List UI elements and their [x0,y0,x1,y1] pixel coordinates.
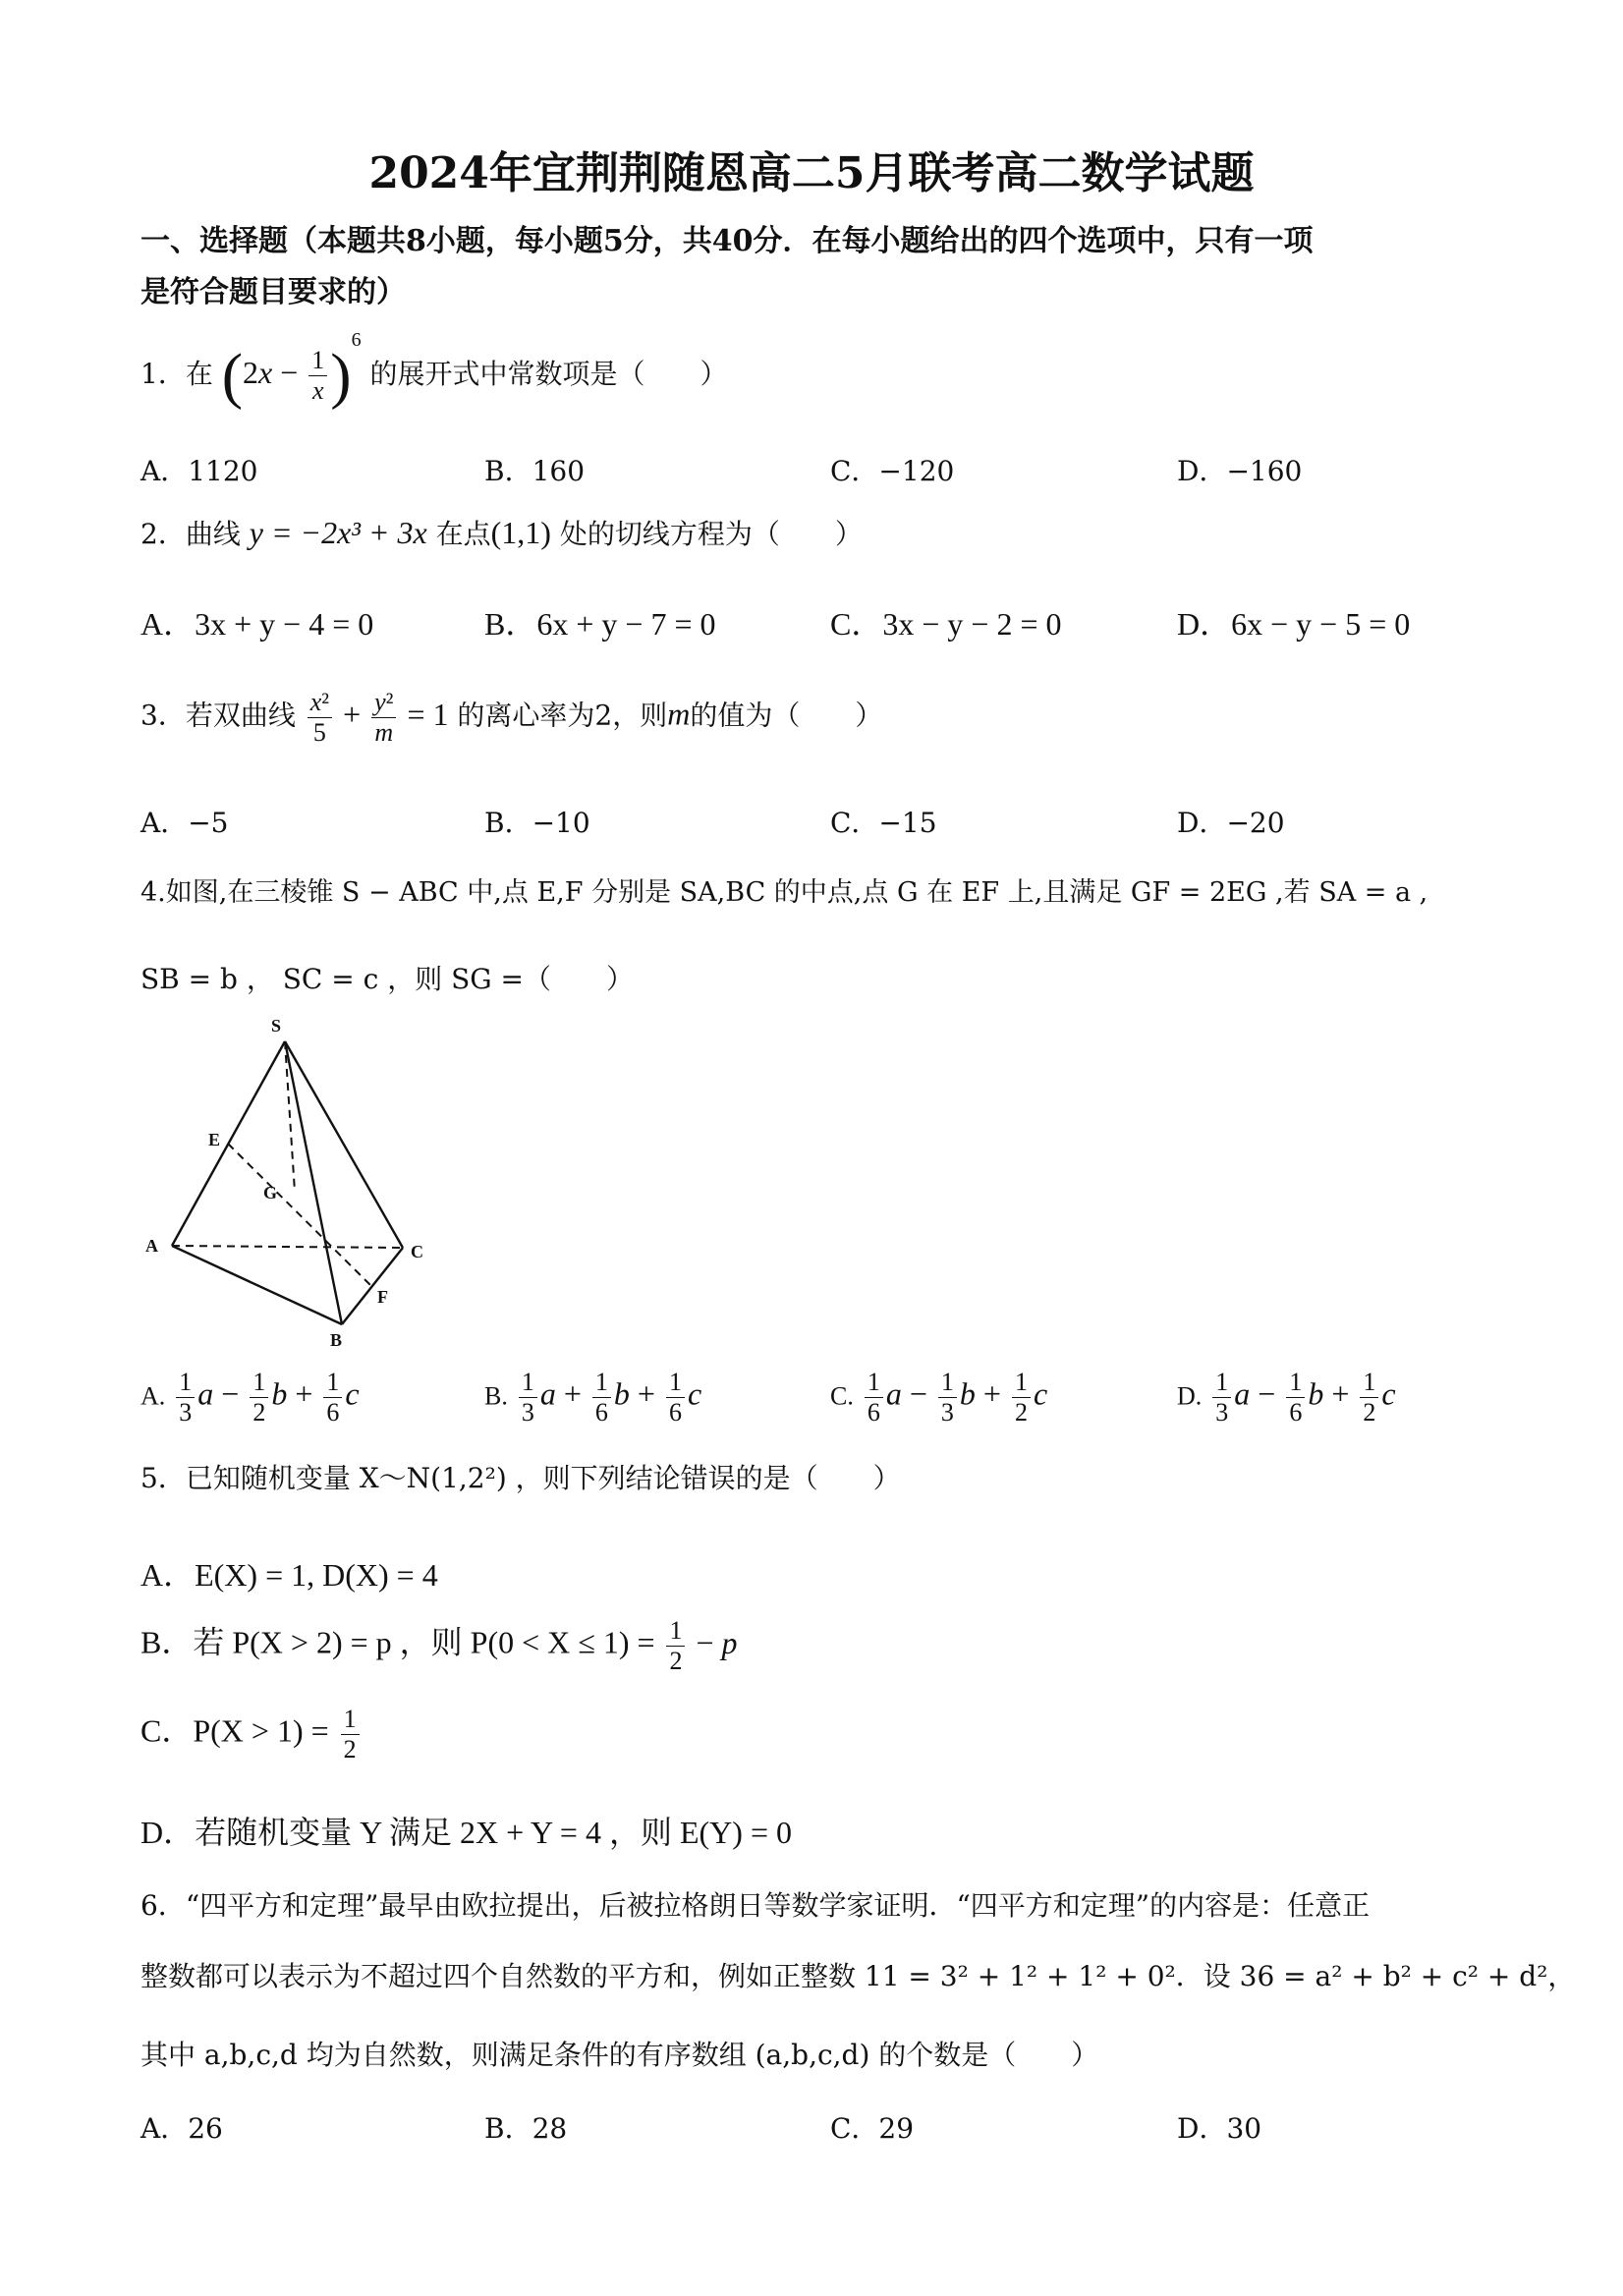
q6-option-d: D．30 [1177,2112,1262,2145]
q2-option-d: D．6x − y − 5 = 0 [1177,606,1411,642]
label-s: S [271,1016,282,1036]
q2-option-a: A．3x + y − 4 = 0 [140,606,374,642]
q5-option-a: A．E(X) = 1, D(X) = 4 [140,1557,438,1593]
q1-prefix: 1．在 [140,358,213,390]
question-4-line2: SB = b ， SC = c ，则 SG =（ ） [140,963,635,995]
label-a: A [145,1236,158,1256]
question-3 [140,688,882,748]
q1-option-d: D．−160 [1177,455,1303,487]
q1-suffix: 的展开式中常数项是（ ） [369,358,728,390]
label-c: C [411,1242,423,1261]
question-1 [140,329,728,411]
section-header-line2: 是符合题目要求的） [140,275,406,309]
q1-expression: (2x − $\frac{1}{x}$ )$^6$ [221,329,362,411]
q5-option-d: D．若随机变量 Y 满足 2X + Y = 4 ，则 E(Y) = 0 [140,1815,792,1850]
question-6-line2: 整数都可以表示为不超过四个自然数的平方和，例如正整数 11 = 3² + 1² + 1² + 0²．设 36 = a² + b² + c² + d²， [140,1960,1576,1992]
q2-option-b: B．6x + y − 7 = 0 [484,606,716,642]
label-f: F [377,1287,388,1307]
q3-option-a: A．−5 [140,807,229,839]
q4-option-b: B. $\frac{1}{3}$ a + $\frac{1}{6}$ b + $\frac{1}{6}$ c [484,1368,702,1427]
q4-option-d: D. $\frac{1}{3}$ a − $\frac{1}{6}$ b + $\frac{1}{2}$ c [1177,1368,1396,1427]
q5-option-b-text: B．若 P(X > 2) = p ，则 P(0 < X ≤ 1) = [140,1624,655,1660]
exam-title: 2024年宜荆荆随恩高二5月联考高二数学试题 [368,148,1255,198]
question-4-line1: 4.如图,在三棱锥 S − ABC 中,点 E,F 分别是 SA,BC 的中点,点 G 在 EF 上,且满足 GF = 2EG ,若 SA = a , [140,877,1428,908]
q5-option-c: C．P(X > 1) = $\frac{1}{2}$ [140,1705,363,1764]
q2-suffix: 处的切线方程为（ ） [559,518,863,550]
edge-sc [285,1041,403,1248]
q6-option-a: A．26 [140,2112,223,2145]
q2-option-c: C．3x − y − 2 = 0 [830,606,1062,642]
q6-option-c: C．29 [830,2112,915,2145]
q4-option-c: C. $\frac{1}{6}$ a − $\frac{1}{3}$ b + $\frac{1}{2}$ c [830,1368,1048,1427]
q3-suffix2: 的值为（ ） [690,699,883,732]
q3-prefix: 3．若双曲线 [140,699,296,732]
q2-point: (1,1) [490,515,551,550]
q3-option-d: D．−20 [1177,807,1285,839]
edge-ab [172,1246,342,1324]
label-e: E [208,1130,221,1149]
q5-option-c-text: C．P(X > 1) = [140,1712,329,1749]
q3-var: m [667,696,691,732]
edge-bc [342,1248,403,1324]
q3-suffix: 的离心率为2，则 [457,699,668,732]
label-g: G [263,1183,278,1203]
q6-option-b: B．28 [484,2112,568,2145]
pyramid-figure [138,1012,452,1351]
q2-mid: 在点 [435,518,491,550]
q2-equation: y = −2x³ + 3x [249,515,427,550]
question-5: 5．已知随机变量 X～N(1,2²) ，则下列结论错误的是（ ） [140,1462,901,1494]
segment-ef [228,1144,372,1287]
label-b: B [330,1330,343,1350]
question-6-line1: 6．“四平方和定理”最早由欧拉提出，后被拉格朗日等数学家证明．“四平方和定理”的内容是：任意正 [140,1889,1371,1922]
question-6-line3: 其中 a,b,c,d 均为自然数，则满足条件的有序数组 (a,b,c,d) 的个数是（ ） [140,2039,1099,2071]
q2-prefix: 2．曲线 [140,518,241,550]
q1-option-c: C．−120 [830,455,955,487]
q1-option-a: A．1120 [140,455,258,487]
q4-option-a: A. $\frac{1}{3}$ a − $\frac{1}{2}$ b + $\frac{1}{6}$ c [140,1368,360,1427]
q3-option-b: B．−10 [484,807,590,839]
edge-ac [172,1246,403,1248]
section-header-line1: 一、选择题（本题共8小题，每小题5分，共40分．在每小题给出的四个选项中，只有一项 [140,224,1314,258]
q3-equation: $\frac{\text{x²}}{5}$ + $\frac{\text{y²}}{m}$ = 1 [305,697,449,732]
q1-option-b: B．160 [484,455,586,487]
question-2 [140,513,863,552]
q5-option-b: B．若 P(X > 2) = p ，则 P(0 < X ≤ 1) = $\frac{1}{2}$ − p [140,1616,738,1675]
q3-option-c: C．−15 [830,807,937,839]
